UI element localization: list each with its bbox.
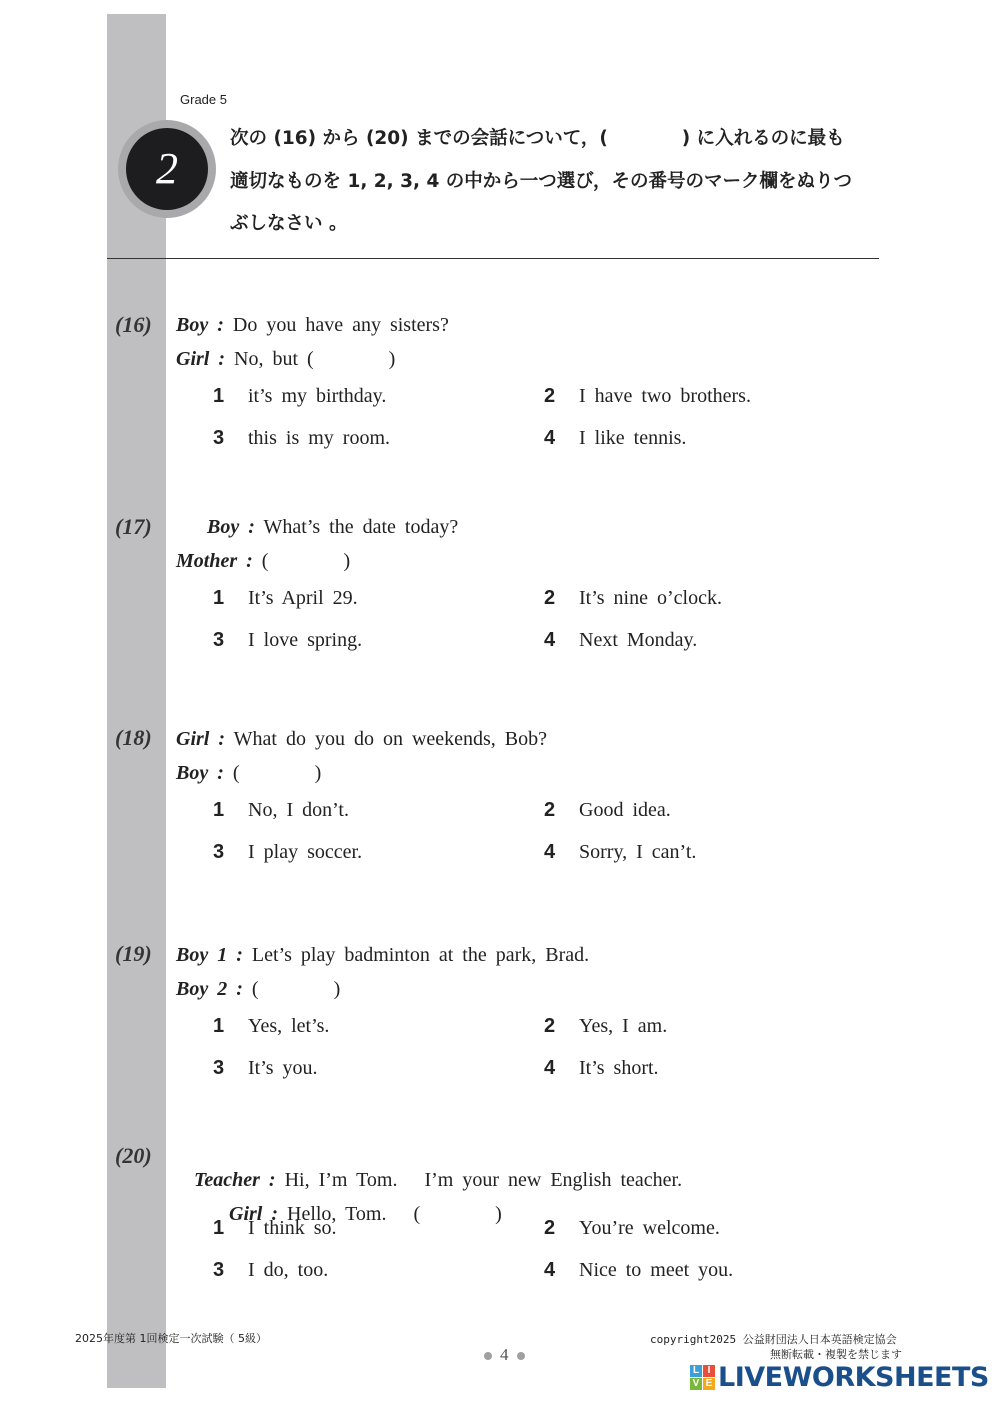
answer-option[interactable]	[213, 1217, 337, 1240]
dialogue-text: Let’s play badminton at the park, Brad.	[251, 944, 590, 966]
blank-close: )	[333, 978, 341, 1000]
liveworksheets-logo[interactable]	[690, 1362, 989, 1393]
option-number: 4	[544, 841, 556, 863]
option-text: It’s you.	[248, 1057, 318, 1079]
speaker-label: Boy 1 :	[176, 944, 243, 966]
answer-option[interactable]	[544, 841, 696, 864]
logo-letter: L	[690, 1365, 702, 1377]
dialogue-text: Hello, Tom. (	[287, 1203, 421, 1225]
option-number: 2	[544, 1217, 556, 1239]
answer-option[interactable]	[544, 1057, 659, 1080]
option-number: 3	[213, 841, 225, 863]
option-number: 1	[213, 385, 225, 407]
option-number: 1	[213, 587, 225, 609]
instruction-line-1: 次の (16) から (20) までの会話について，( ) に入れるのに最も	[230, 128, 845, 149]
question-number-16: (16)	[115, 312, 152, 337]
answer-option[interactable]	[544, 629, 697, 652]
option-text: I think so.	[248, 1217, 337, 1239]
dialogue-line	[176, 762, 321, 785]
answer-option[interactable]	[544, 1015, 667, 1038]
option-text: Nice to meet you.	[579, 1259, 734, 1281]
option-text: You’re welcome.	[579, 1217, 720, 1239]
dialogue-text: Hi, I’m Tom. I’m your new English teacher.	[284, 1169, 683, 1191]
answer-option[interactable]	[544, 427, 686, 450]
dialogue-line	[176, 944, 589, 967]
option-number: 4	[544, 1259, 556, 1281]
option-number: 3	[213, 629, 225, 651]
speaker-label: Boy 2 :	[176, 978, 243, 1000]
exam-info: 2025年度第 1回検定一次試験（ 5級）	[75, 1332, 267, 1345]
logo-letter: E	[703, 1378, 715, 1390]
answer-option[interactable]	[213, 629, 362, 652]
speaker-label: Girl :	[176, 348, 225, 370]
blank-close: )	[495, 1203, 502, 1225]
option-text: Yes, let’s.	[248, 1015, 330, 1037]
answer-option[interactable]	[544, 799, 671, 822]
header-divider	[107, 258, 879, 259]
dialogue-text: Do you have any sisters?	[232, 314, 449, 336]
option-number: 2	[544, 799, 556, 821]
dialogue-text: No, but (	[234, 348, 314, 370]
speaker-label: Boy :	[176, 314, 224, 336]
option-text: Sorry, I can’t.	[579, 841, 697, 863]
option-text: I like tennis.	[579, 427, 687, 449]
option-number: 1	[213, 1217, 225, 1239]
dialogue-line	[176, 550, 350, 573]
question-number-17: (17)	[115, 514, 152, 539]
dialogue-line	[176, 314, 449, 337]
answer-option[interactable]	[544, 1217, 720, 1240]
option-number: 4	[544, 427, 556, 449]
option-number: 1	[213, 1015, 225, 1037]
answer-option[interactable]	[544, 385, 751, 408]
page-number-text: 4	[500, 1345, 509, 1364]
answer-option[interactable]	[544, 587, 722, 610]
option-number: 3	[213, 1259, 225, 1281]
answer-option[interactable]	[213, 799, 349, 822]
dialogue-text: What do you do on weekends, Bob?	[233, 728, 548, 750]
option-text: It’s nine o’clock.	[579, 587, 722, 609]
dot-icon	[517, 1352, 525, 1360]
dialogue-text: What’s the date today?	[263, 516, 459, 538]
rights-text: 無断転載・複製を禁じます	[770, 1348, 902, 1361]
answer-option[interactable]	[213, 1015, 329, 1038]
section-number-badge: 2	[126, 128, 208, 210]
answer-option[interactable]	[213, 427, 390, 450]
option-text: It’s short.	[579, 1057, 659, 1079]
speaker-label: Boy :	[207, 516, 255, 538]
option-text: Next Monday.	[579, 629, 698, 651]
question-number-19: (19)	[115, 941, 152, 966]
option-text: Yes, I am.	[579, 1015, 668, 1037]
option-number: 2	[544, 1015, 556, 1037]
option-number: 2	[544, 385, 556, 407]
option-text: I have two brothers.	[579, 385, 751, 407]
option-text: Good idea.	[579, 799, 671, 821]
option-text: I do, too.	[248, 1259, 329, 1281]
answer-option[interactable]	[213, 1259, 328, 1282]
blank-close: )	[343, 550, 351, 572]
answer-option[interactable]	[213, 385, 386, 408]
option-text: I love spring.	[248, 629, 363, 651]
blank-close: )	[388, 348, 396, 370]
instruction-line-3: ぶしなさい 。	[230, 213, 348, 234]
dialogue-line	[176, 728, 547, 751]
option-text: It’s April 29.	[248, 587, 358, 609]
grade-label: Grade 5	[180, 92, 227, 107]
speaker-label: Girl :	[176, 728, 225, 750]
answer-option[interactable]	[213, 841, 362, 864]
dialogue-text: (	[251, 978, 259, 1000]
option-number: 1	[213, 799, 225, 821]
dialogue-line	[176, 978, 340, 1001]
speaker-label: Teacher :	[194, 1169, 276, 1191]
question-number-20: (20)	[115, 1143, 152, 1168]
speaker-label: Mother :	[176, 550, 253, 572]
copyright-text: copyright2025 公益財団法人日本英語検定協会	[650, 1333, 897, 1346]
dialogue-line	[207, 516, 458, 539]
option-number: 4	[544, 629, 556, 651]
dialogue-line	[176, 348, 395, 371]
question-number-18: (18)	[115, 725, 152, 750]
blank-close: )	[314, 762, 322, 784]
dot-icon	[484, 1352, 492, 1360]
answer-option[interactable]	[213, 587, 358, 610]
option-text: it’s my birthday.	[248, 385, 387, 407]
brand-name: LIVEWORKSHEETS	[718, 1362, 989, 1393]
option-text: No, I don’t.	[248, 799, 349, 821]
instruction-line-2: 適切なものを 1, 2, 3, 4 の中から一つ選び，その番号のマーク欄をぬりつ	[230, 171, 853, 192]
option-number: 3	[213, 427, 225, 449]
dialogue-text: (	[232, 762, 240, 784]
logo-letter: V	[690, 1378, 702, 1390]
option-text: I play soccer.	[248, 841, 363, 863]
option-number: 4	[544, 1057, 556, 1079]
left-gray-band	[107, 14, 166, 1388]
option-number: 2	[544, 587, 556, 609]
option-text: this is my room.	[248, 427, 391, 449]
logo-letter: I	[703, 1365, 715, 1377]
answer-option[interactable]	[544, 1259, 733, 1282]
page-number	[476, 1345, 533, 1365]
answer-option[interactable]	[213, 1057, 318, 1080]
speaker-label: Girl :	[229, 1203, 278, 1225]
dialogue-text: (	[261, 550, 269, 572]
option-number: 3	[213, 1057, 225, 1079]
speaker-label: Boy :	[176, 762, 224, 784]
logo-grid-icon	[690, 1365, 715, 1390]
